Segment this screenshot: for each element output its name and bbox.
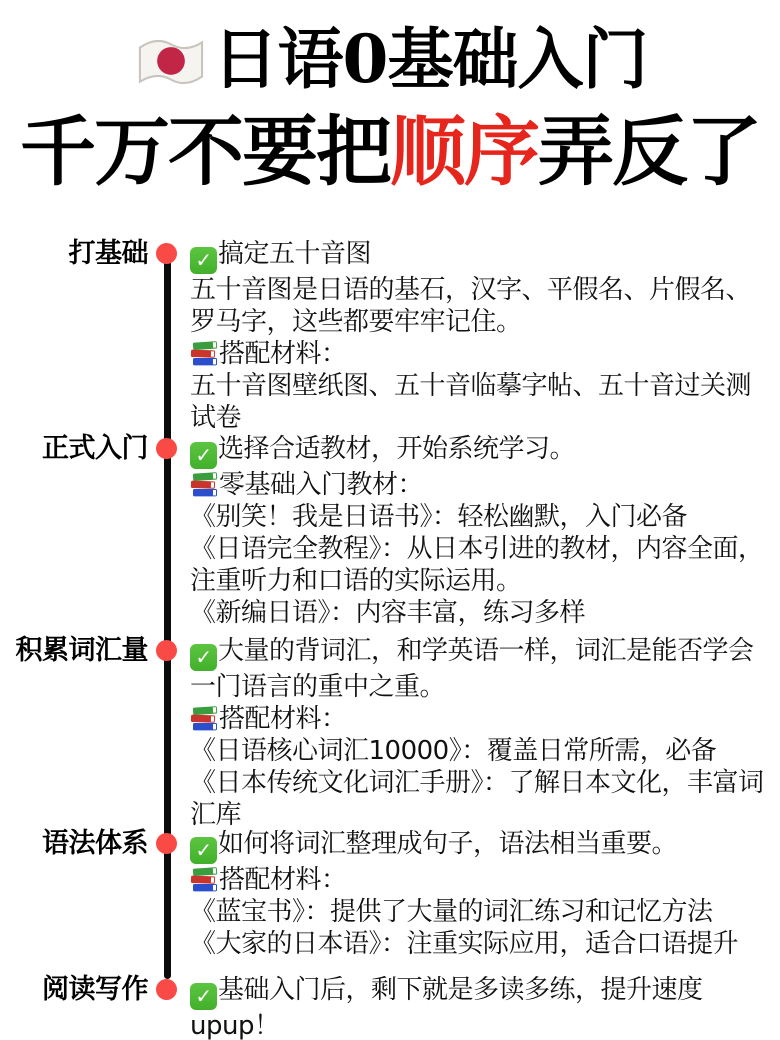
- japan-flag-icon: [133, 33, 209, 91]
- check-icon: ✓: [190, 644, 217, 671]
- content-line: [190, 864, 775, 896]
- check-icon: ✓: [190, 837, 217, 864]
- content-line: [190, 597, 775, 629]
- content-line: [190, 238, 775, 274]
- page-title: [0, 14, 780, 200]
- timeline-dot-icon: [156, 640, 177, 661]
- timeline-dot-icon: [156, 243, 177, 264]
- books-icon: [190, 705, 218, 732]
- line-text: 搞定五十音图: [218, 239, 372, 269]
- line-text: 搭配材料：: [219, 339, 347, 369]
- title-line2-suffix: 弄反了: [538, 107, 760, 196]
- section-label: 正式入门: [42, 433, 148, 464]
- books-icon: [190, 866, 218, 893]
- timeline-dot-icon: [156, 833, 177, 854]
- title-line2-prefix: 千万不要把: [20, 107, 390, 196]
- books-icon: [190, 340, 218, 367]
- section-content: [190, 238, 775, 434]
- content-line: [190, 703, 775, 735]
- content-line: [190, 635, 775, 703]
- content-line: [190, 469, 775, 501]
- title-line-2: [0, 104, 780, 200]
- line-text: 《蓝宝书》：提供了大量的词汇练习和记忆方法: [190, 897, 713, 927]
- title-highlight: 顺序: [390, 107, 538, 196]
- line-text: 如何将词汇整理成句子，语法相当重要。: [218, 829, 678, 859]
- check-icon: ✓: [190, 442, 217, 469]
- japan-flag-circle: [157, 47, 185, 75]
- content-line: [190, 974, 775, 1040]
- line-text: 《日本传统文化词汇手册》：了解日本文化，丰富词汇库: [190, 768, 764, 830]
- content-line: [190, 828, 775, 864]
- title-line-1: [0, 14, 780, 104]
- content-line: [190, 735, 775, 767]
- line-text: 搭配材料：: [219, 704, 347, 734]
- content-line: [190, 370, 775, 434]
- timeline-line: [164, 253, 171, 979]
- line-text: 搭配材料：: [219, 865, 347, 895]
- content-line: [190, 767, 775, 831]
- line-text: 《新编日语》：内容丰富，练习多样: [190, 598, 586, 628]
- content-line: [190, 533, 775, 597]
- title-line1-text: 日语0基础入门: [212, 20, 648, 98]
- line-text: 零基础入门教材：: [219, 470, 424, 500]
- section-content: [190, 828, 775, 960]
- line-text: 选择合适教材，开始系统学习。: [218, 434, 576, 464]
- line-text: 《别笑！我是日语书》：轻松幽默，入门必备: [190, 502, 688, 532]
- section-label: 语法体系: [42, 828, 148, 859]
- line-text: 五十音图壁纸图、五十音临摹字帖、五十音过关测试卷: [190, 371, 752, 433]
- content-line: [190, 433, 775, 469]
- section-content: [190, 635, 775, 831]
- timeline-dot-icon: [156, 979, 177, 1000]
- content-line: [190, 274, 775, 338]
- line-text: 大量的背词汇，和学英语一样，词汇是能否学会一门语言的重中之重。: [190, 636, 754, 702]
- check-icon: ✓: [190, 983, 217, 1010]
- line-text: 五十音图是日语的基石，汉字、平假名、片假名、罗马字，这些都要牢牢记住。: [190, 275, 752, 337]
- line-text: 基础入门后，剩下就是多读多练，提升速度upup！: [190, 975, 703, 1040]
- books-icon: [190, 471, 218, 498]
- section-label: 打基础: [68, 238, 148, 269]
- line-text: 《大家的日本语》：注重实际应用，适合口语提升: [190, 929, 739, 959]
- line-text: 《日语完全教程》：从日本引进的教材，内容全面，注重听力和口语的实际运用。: [190, 534, 764, 596]
- content-line: [190, 338, 775, 370]
- section-content: [190, 974, 775, 1040]
- check-icon: ✓: [190, 247, 217, 274]
- section-label: 积累词汇量: [15, 635, 148, 666]
- content-line: [190, 501, 775, 533]
- line-text: 《日语核心词汇10000》：覆盖日常所需，必备: [190, 736, 717, 766]
- section-label: 阅读写作: [42, 974, 148, 1005]
- section-content: [190, 433, 775, 629]
- content-line: [190, 896, 775, 928]
- content-line: [190, 928, 775, 960]
- timeline-dot-icon: [156, 438, 177, 459]
